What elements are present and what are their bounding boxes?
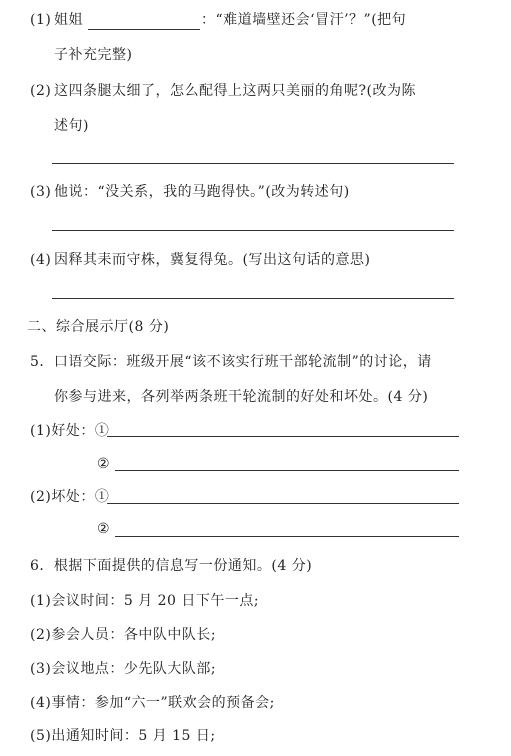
q4-number: (4): [30, 252, 52, 268]
q5-advantages-label: (1)好处：①: [30, 423, 110, 439]
q6-item-attendees: (2)参会人员：各中队中队长;: [30, 627, 217, 643]
q5-advantage-2-line[interactable]: [115, 470, 459, 471]
q2-number: (2): [30, 83, 52, 99]
q5-text-line2: 你参与进来，各列举两条班干轮流制的好处和坏处。(4 分): [54, 389, 429, 405]
q3-number: (3): [30, 184, 52, 200]
q5-disadvantage-2-marker: ②: [97, 521, 111, 537]
q6-item-location: (3)会议地点：少先队大队部;: [30, 661, 217, 677]
q2-answer-line[interactable]: [52, 163, 454, 164]
q1-continuation: 子补充完整): [54, 47, 133, 63]
q5-disadvantage-1-line[interactable]: [107, 503, 459, 504]
q4-answer-line[interactable]: [52, 298, 454, 299]
q1-rest-text: ：“难道墙壁还会‘冒汗’？”(把句: [201, 12, 407, 28]
q5-text-line1: 5．口语交际：班级开展“该不该实行班干部轮流制”的讨论，请: [30, 354, 432, 370]
q1-answer-blank[interactable]: [88, 29, 200, 30]
q4-text: 因释其耒而守株，冀复得兔。(写出这句话的意思): [54, 252, 371, 268]
q5-advantage-1-line[interactable]: [107, 436, 459, 437]
q1-lead-text: 姐姐: [54, 12, 83, 28]
q3-answer-line[interactable]: [52, 230, 454, 231]
q5-advantage-2-marker: ②: [97, 456, 111, 472]
q6-title: 6．根据下面提供的信息写一份通知。(4 分): [30, 558, 313, 574]
q6-item-notice-date: (5)出通知时间：5 月 15 日;: [30, 728, 216, 744]
q2-text-line1: 这四条腿太细了，怎么配得上这两只美丽的角呢?(改为陈: [54, 83, 416, 99]
section-heading: 二、综合展示厅(8 分): [27, 319, 170, 335]
q5-disadvantages-label: (2)坏处：①: [30, 489, 110, 505]
q1-number: (1): [30, 12, 52, 28]
q6-item-time: (1)会议时间：5 月 20 日下午一点;: [30, 593, 260, 609]
q3-text: 他说：“没关系，我的马跑得快。”(改为转述句): [54, 184, 350, 200]
q6-item-matter: (4)事情：参加“六一”联欢会的预备会;: [30, 695, 275, 711]
q2-text-line2: 述句): [54, 118, 89, 134]
q5-disadvantage-2-line[interactable]: [115, 536, 459, 537]
